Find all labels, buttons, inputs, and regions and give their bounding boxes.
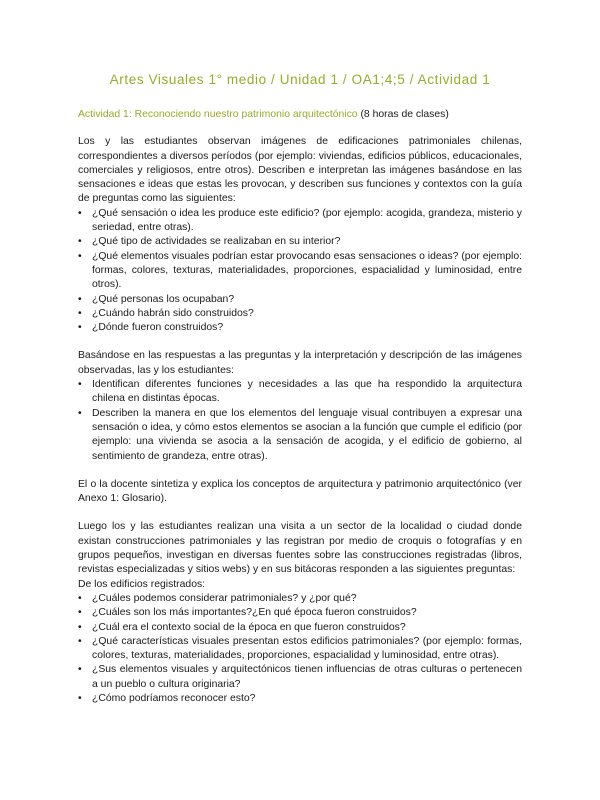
list-item: • ¿Cuáles podemos considerar patrimoniales? y ¿por qué? <box>78 592 522 606</box>
activity-duration: (8 horas de clases) <box>360 109 449 120</box>
registered-buildings-subheading: De los edificios registrados: <box>78 578 206 590</box>
list-item: • ¿Qué características visuales presentan estos edificios patrimoniales? (por ejemplo: formas, colores, texturas, materialidades, proporciones, espacialidad y luminosidad, entre otras). <box>78 635 522 664</box>
list-item: • ¿Cómo podríamos reconocer esto? <box>78 692 522 706</box>
intro-paragraph: Los y las estudiantes observan imágenes de edificaciones patrimoniales chilenas, correspondientes a diversos períodos (por ejemplo: viviendas, edificios públicos, educacionales, comerciales y religiosos, entre otros). Describen e interpretan las imágenes basándose en las sensaciones e ideas que estas les provocan, y describen sus funciones y contextos con la guía de preguntas como las siguientes: <box>78 136 522 205</box>
list-item: • ¿Qué elementos visuales podrían estar provocando esas sensaciones o ideas? (por ejemplo: formas, colores, texturas, materialidades, proporciones, espacialidad y luminosidad, entre otros). <box>78 250 522 293</box>
teacher-synthesis-paragraph: El o la docente sintetiza y explica los conceptos de arquitectura y patrimonio arquitectónico (ver Anexo 1: Glosario). <box>78 478 522 505</box>
list-item: • ¿Cuáles son los más importantes?¿En qué época fueron construidos? <box>78 606 522 620</box>
student-outcomes-list <box>78 378 522 464</box>
list-item: • ¿Cuándo habrán sido construidos? <box>78 307 522 321</box>
page-header: Artes Visuales 1° medio / Unidad 1 / OA1;4;5 / Actividad 1 <box>109 72 491 87</box>
research-questions-list <box>78 592 522 706</box>
list-item: • ¿Qué sensación o idea les produce este edificio? (por ejemplo: acogida, grandeza, misterio y seriedad, entre otras). <box>78 207 522 236</box>
list-item: • ¿Cuál era el contexto social de la época en que fueron construidos? <box>78 621 522 635</box>
list-item: • ¿Qué personas los ocupaban? <box>78 293 522 307</box>
activity-title-label: Actividad 1: Reconociendo nuestro patrimonio arquitectónico <box>78 109 358 120</box>
document-body <box>78 108 522 706</box>
list-item: • Describen la manera en que los elementos del lenguaje visual contribuyen a expresar una sensación o idea, y cómo estos elementos se asocian a la función que cumple el edificio (por ejemplo: una vivienda se asocia a la sensación de acogida, y el edificio de gobierno, al sentimiento de grandeza, entre otras). <box>78 407 522 464</box>
list-item: • ¿Qué tipo de actividades se realizaban en su interior? <box>78 235 522 249</box>
list-item: • Identifican diferentes funciones y necesidades a las que ha respondido la arquitectura chilena en distintas épocas. <box>78 378 522 407</box>
activity-title <box>78 108 522 122</box>
interpretation-paragraph: Basándose en las respuestas a las preguntas y la interpretación y descripción de las imágenes observadas, las y los estudiantes: <box>78 350 522 376</box>
field-visit-paragraph: Luego los y las estudiantes realizan una visita a un sector de la localidad o ciudad donde existan construcciones patrimoniales y las registran por medio de croquis o fotografías y en grupos pequeños, investigan en diversas fuentes sobre las construcciones registradas (libros, revistas especializadas y sitios webs) y en sus bitácoras responden a las siguientes preguntas: <box>78 521 522 576</box>
guide-questions-list <box>78 207 522 336</box>
list-item: • ¿Dónde fueron construidos? <box>78 321 522 335</box>
list-item: • ¿Sus elementos visuales y arquitectónicos tienen influencias de otras culturas o pertenecen a un pueblo o cultura originaria? <box>78 663 522 692</box>
